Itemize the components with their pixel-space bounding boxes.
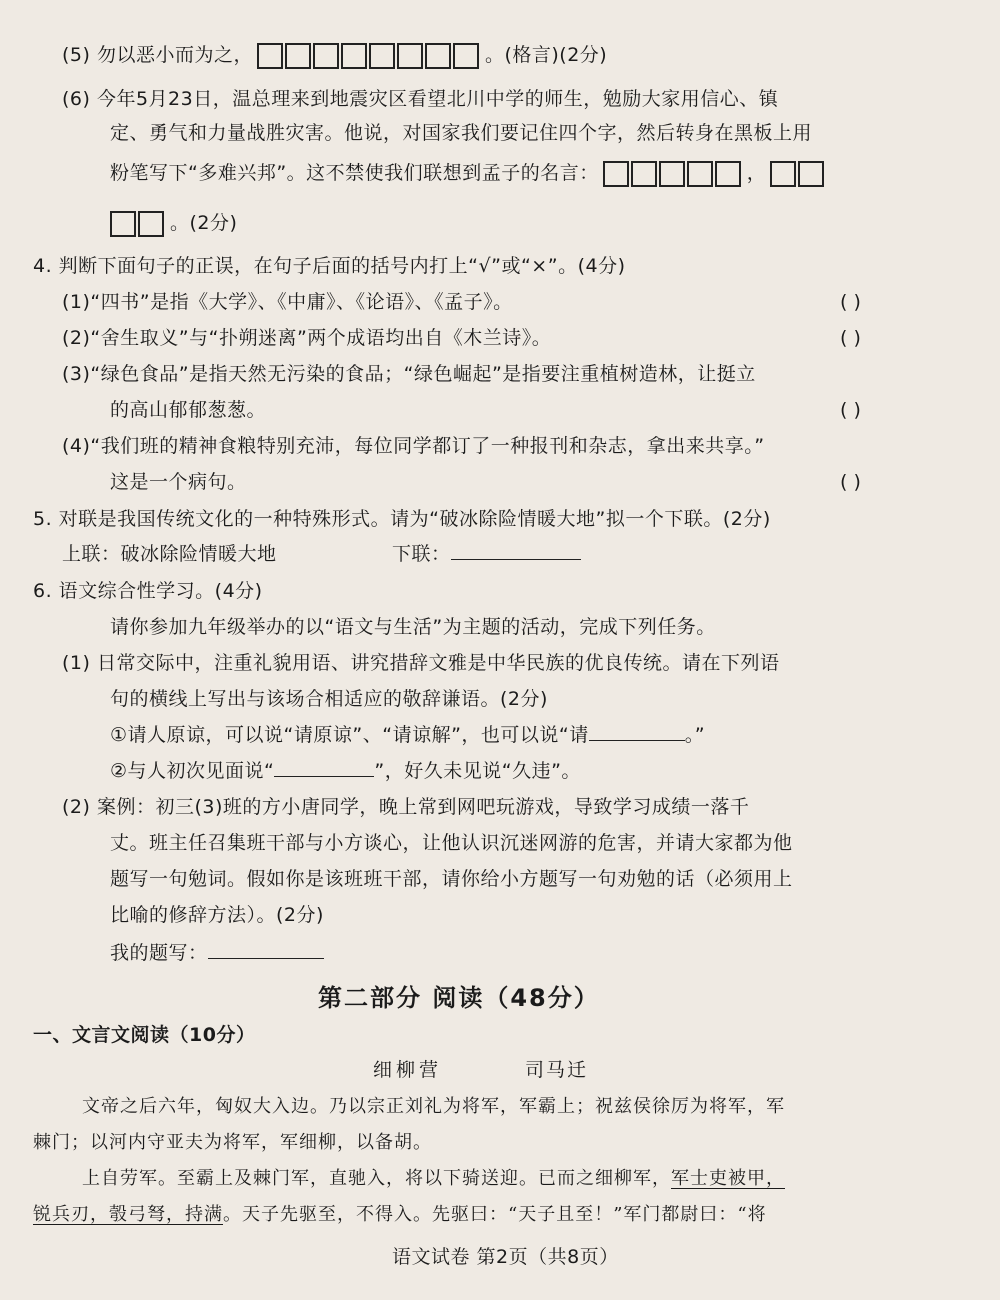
- q6-p1-b-blank[interactable]: [274, 758, 374, 777]
- q6-p2-answer: [110, 940, 324, 966]
- q4-item2: (2)“舍生取义”与“扑朔迷离”两个成语均出自《木兰诗》。: [62, 327, 552, 349]
- text-author: 司马迁: [525, 1059, 589, 1081]
- q5-title: 5. 对联是我国传统文化的一种特殊形式。请为“破冰除险情暖大地”拟一个下联。(2分): [33, 508, 771, 530]
- classical-para2-line2: [33, 1202, 767, 1228]
- q6-p1-b: [110, 758, 581, 784]
- classical-para2-line1: [82, 1166, 785, 1192]
- q6-p2-answer-label: 我的题写：: [110, 942, 208, 964]
- q4-item3-line2: 的高山郁郁葱葱。: [110, 399, 267, 421]
- q5-lower-couplet: [392, 541, 581, 567]
- q6-intro: 请你参加九年级举办的以“语文与生活”为主题的活动，完成下列任务。: [110, 616, 716, 638]
- q6-p1-line2: 句的横线上写出与该场合相适应的敬辞谦语。(2分): [110, 688, 548, 710]
- q3-item5-prefix: (5) 勿以恶小而为之，: [62, 44, 253, 66]
- text-title: 细柳营: [373, 1059, 443, 1081]
- q6-p1-a-prefix: ①请人原谅，可以说“请原谅”、“请谅解”，也可以说“请: [110, 724, 589, 746]
- q6-p1-b-prefix: ②与人初次见面说“: [110, 760, 275, 782]
- underlined-phrase-2: 锐兵刃，彀弓弩，持满: [33, 1204, 223, 1225]
- q4-item3-answer-paren[interactable]: ( ): [840, 399, 861, 421]
- q4-title: 4. 判断下面句子的正误，在句子后面的括号内打上“√”或“×”。(4分): [33, 255, 626, 277]
- q4-item3-line1: (3)“绿色食品”是指天然无污染的食品；“绿色崛起”是指要注重植树造林，让挺立: [62, 363, 756, 385]
- answer-boxes-2a[interactable]: [770, 161, 826, 187]
- q3-item6-line2: 定、勇气和力量战胜灾害。他说，对国家我们要记住四个字，然后转身在黑板上用: [110, 122, 813, 144]
- classical-para1-line2: 棘门；以河内守亚夫为将军，军细柳，以备胡。: [33, 1132, 432, 1153]
- q3-item6-line3: [110, 160, 830, 187]
- q3-item6-line4: [110, 210, 237, 237]
- page-footer: 语文试卷 第2页（共8页）: [392, 1246, 619, 1268]
- classical-para2-line1-a: 上自劳军。至霸上及棘门军，直驰入，将以下骑送迎。已而之细柳军，: [82, 1168, 671, 1189]
- answer-boxes-5[interactable]: [603, 161, 743, 187]
- classical-para1-line1: 文帝之后六年，匈奴大入边。乃以宗正刘礼为将军，军霸上；祝兹侯徐厉为将军，军: [82, 1096, 785, 1117]
- q6-p1-a-suffix: 。”: [684, 724, 706, 746]
- q5-upper-couplet: 上联：破冰除险情暖大地: [62, 543, 277, 565]
- q3-item6-line3-text: 粉笔写下“多难兴邦”。这不禁使我们联想到孟子的名言：: [110, 162, 599, 184]
- q6-p2-line3: 题写一句勉词。假如你是该班班干部，请你给小方题写一句劝勉的话（必须用上: [110, 868, 793, 890]
- q4-item1: (1)“四书”是指《大学》、《中庸》、《论语》、《孟子》。: [62, 291, 513, 313]
- section1-heading: 一、文言文阅读（10分）: [33, 1024, 256, 1046]
- q6-p2-line1: (2) 案例：初三(3)班的方小唐同学，晚上常到网吧玩游戏，导致学习成绩一落千: [62, 796, 750, 818]
- q6-p1-line1: (1) 日常交际中，注重礼貌用语、讲究措辞文雅是中华民族的优良传统。请在下列语: [62, 652, 780, 674]
- classical-para2-line2-b: 。天子先驱至，不得入。先驱曰：“天子且至！”军门都尉曰：“将: [223, 1204, 767, 1225]
- part2-heading: 第二部分 阅读（48分）: [318, 984, 600, 1012]
- q5-lower-blank[interactable]: [451, 541, 581, 560]
- q6-p2-line2: 丈。班主任召集班干部与小方谈心，让他认识沉迷网游的危害，并请大家都为他: [110, 832, 793, 854]
- q3-item6-suffix: 。(2分): [170, 212, 238, 234]
- q4-item2-answer-paren[interactable]: ( ): [840, 327, 861, 349]
- q4-item4-line2: 这是一个病句。: [110, 471, 247, 493]
- answer-boxes-2b[interactable]: [110, 211, 166, 237]
- q6-p1-b-suffix: ”，好久未见说“久违”。: [374, 760, 581, 782]
- q6-p2-answer-blank[interactable]: [208, 940, 324, 959]
- q6-p1-a-blank[interactable]: [589, 722, 685, 741]
- q6-title: 6. 语文综合性学习。(4分): [33, 580, 263, 602]
- q3-item5-suffix: 。(格言)(2分): [484, 44, 608, 66]
- q5-lower-label: 下联：: [392, 543, 451, 565]
- q4-item4-line1: (4)“我们班的精神食粮特别充沛，每位同学都订了一种报刊和杂志，拿出来共享。”: [62, 435, 765, 457]
- comma: ，: [746, 162, 767, 184]
- q3-item6-line1: (6) 今年5月23日，温总理来到地震灾区看望北川中学的师生，勉励大家用信心、镇: [62, 88, 779, 110]
- q6-p2-line4: 比喻的修辞方法）。(2分): [110, 904, 324, 926]
- answer-boxes-8[interactable]: [257, 43, 481, 69]
- q4-item4-answer-paren[interactable]: ( ): [840, 471, 861, 493]
- q4-item1-answer-paren[interactable]: ( ): [840, 291, 861, 313]
- q3-item5: [62, 42, 607, 69]
- q6-p1-a: [110, 722, 705, 748]
- underlined-phrase-1: 军士吏被甲，: [671, 1168, 785, 1189]
